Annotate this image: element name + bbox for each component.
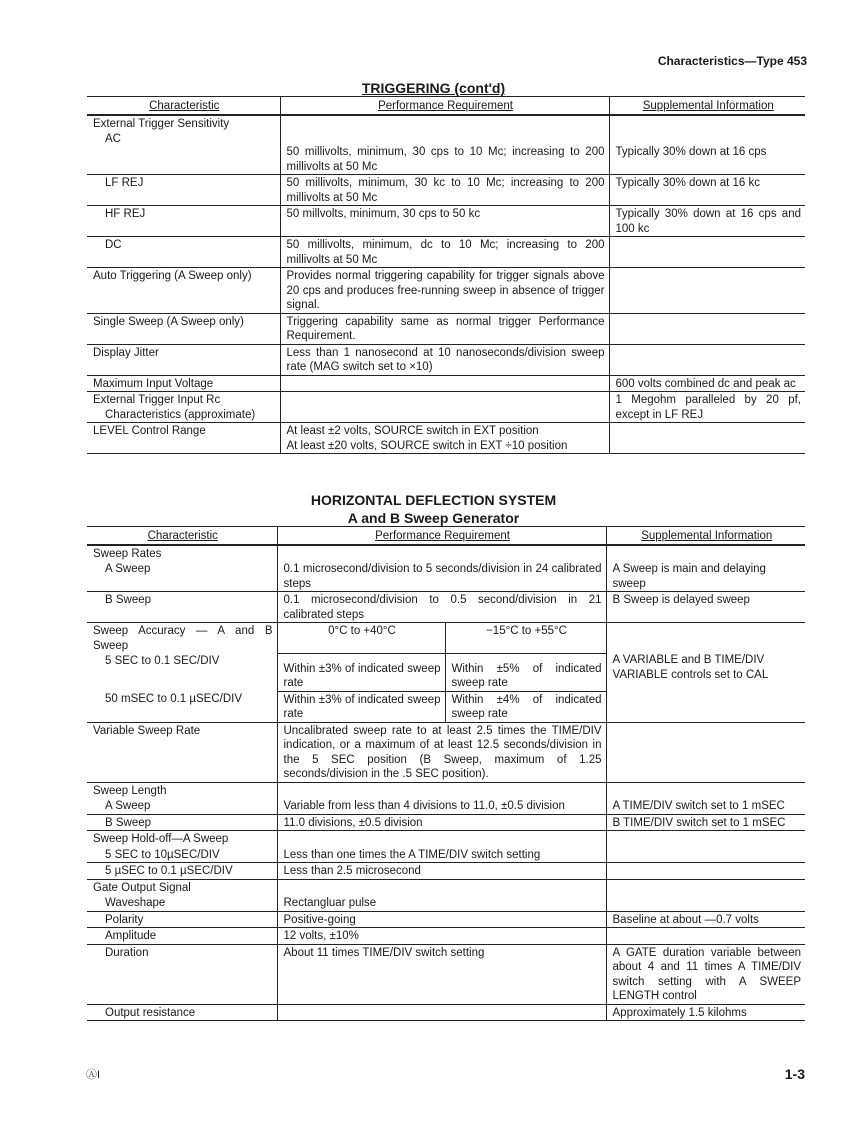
length-b-perf: 11.0 divisions, ±0.5 division: [277, 814, 606, 831]
trig-row: [87, 206, 805, 237]
holdoff-r2-label: 5 µSEC to 0.1 µSEC/DIV: [87, 863, 277, 880]
sweep-length-label: Sweep Length: [93, 784, 167, 797]
horizontal-title: HORIZONTAL DEFLECTION SYSTEM: [310, 492, 557, 508]
gate-dur-sup: A GATE duration variable between about 4 and 11 times A TIME/DIV switch setting with A SWEEP LENGTH control: [606, 944, 805, 1004]
trig-performance: Less than 1 nanosecond at 10 nanoseconds/division sweep rate (MAG switch set to ×10): [280, 344, 609, 375]
trig-characteristic: Display Jitter: [87, 344, 280, 375]
gate-pol-perf: Positive-going: [277, 911, 606, 928]
horizontal-table: [87, 526, 805, 1021]
trig-supplemental: [609, 344, 805, 375]
trig-characteristic: External Trigger Sensitivity: [93, 117, 230, 130]
variable-sweep-perf: Uncalibrated sweep rate to at least 2.5 times the TIME/DIV indication, or a maximum of at least 12.5 seconds/division in the 5 SEC position (B Sweep, maximum of 1.25 seconds/division in the .5 SEC position).: [277, 722, 606, 782]
trig-row: [87, 344, 805, 375]
gate-pol-sup: Baseline at about —0.7 volts: [606, 911, 805, 928]
col-characteristic: Characteristic: [87, 97, 280, 115]
a-sweep-label: A Sweep: [87, 561, 277, 592]
col-supplemental: Supplemental Information: [609, 97, 805, 115]
trig-supplemental: [609, 115, 805, 132]
trig-row: [87, 115, 805, 132]
accuracy-row2-a: Within ±3% of indicated sweep rate: [277, 691, 445, 722]
b-sweep-rate: 0.1 microsecond/division to 0.5 second/division in 21 calibrated steps: [277, 592, 606, 623]
trig-row: [87, 392, 805, 423]
trig-characteristic: HF REJ: [87, 206, 280, 237]
sweep-generator-title: A and B Sweep Generator: [347, 510, 520, 526]
length-b-label: B Sweep: [87, 814, 277, 831]
accuracy-row1-label: 5 SEC to 0.1 SEC/DIV: [105, 655, 220, 667]
accuracy-sup: A VARIABLE and B TIME/DIV VARIABLE controls set to CAL: [606, 623, 805, 723]
trig-row: [87, 423, 805, 454]
variable-sweep-label: Variable Sweep Rate: [87, 722, 277, 782]
trig-performance: 50 millivolts, minimum, 30 kc to 10 Mc; increasing to 200 millivolts at 50 Mc: [280, 175, 609, 206]
trig-performance: [280, 375, 609, 392]
gate-wave-perf: Rectangluar pulse: [277, 895, 606, 911]
trig-performance: At least ±2 volts, SOURCE switch in EXT position At least ±20 volts, SOURCE switch in EXT ÷10 position: [280, 423, 609, 454]
a-sweep-rate: 0.1 microsecond/division to 5 seconds/division in 24 calibrated steps: [277, 561, 606, 592]
gate-dur-label: Duration: [87, 944, 277, 1004]
trig-supplemental: [609, 268, 805, 314]
trig-performance: Provides normal triggering capability for trigger signals above 20 cps and produces free-running sweep in absence of trigger signal.: [280, 268, 609, 314]
temp-range-1: 0°C to +40°C: [277, 623, 445, 654]
trig-supplemental: Typically 30% down at 16 kc: [609, 175, 805, 206]
trig-performance: Triggering capability same as normal trigger Performance Requirement.: [280, 313, 609, 344]
gate-wave-label: Waveshape: [87, 895, 277, 911]
length-a-perf: Variable from less than 4 divisions to 11.0, ±0.5 division: [277, 798, 606, 814]
length-b-sup: B TIME/DIV switch set to 1 mSEC: [606, 814, 805, 831]
trig-performance: 50 millivolts, minimum, 30 cps to 10 Mc; increasing to 200 millivolts at 50 Mc: [280, 131, 609, 175]
sweep-accuracy-label: Sweep Accuracy — A and B Sweep: [93, 625, 273, 652]
sweep-rates-label: Sweep Rates: [93, 547, 162, 560]
trig-characteristic: Maximum Input Voltage: [87, 375, 280, 392]
trig-supplemental: 600 volts combined dc and peak ac: [609, 375, 805, 392]
col-characteristic: Characteristic: [87, 527, 277, 545]
trig-supplemental: 1 Megohm paralleled by 20 pf, except in LF REJ: [609, 392, 805, 423]
gate-amp-perf: 12 volts, ±10%: [277, 928, 606, 945]
holdoff-r1-perf: Less than one times the A TIME/DIV switch setting: [277, 847, 606, 863]
trig-characteristic: DC: [87, 237, 280, 268]
length-a-sup: A TIME/DIV switch set to 1 mSEC: [606, 798, 805, 814]
trig-row: [87, 268, 805, 314]
b-sweep-label: B Sweep: [87, 592, 277, 623]
trig-characteristic: AC: [87, 131, 280, 175]
accuracy-row1-a: Within ±3% of indicated sweep rate: [277, 653, 445, 691]
page-number: 1-3: [784, 1066, 805, 1082]
accuracy-row1-b: Within ±5% of indicated sweep rate: [445, 653, 606, 691]
col-performance: Performance Requirement: [277, 527, 606, 545]
gate-pol-label: Polarity: [87, 911, 277, 928]
holdoff-r2-perf: Less than 2.5 microsecond: [277, 863, 606, 880]
gate-amp-label: Amplitude: [87, 928, 277, 945]
triggering-title: TRIGGERING (cont'd): [361, 80, 506, 96]
holdoff-r1-label: 5 SEC to 10µSEC/DIV: [87, 847, 277, 863]
trig-row: [87, 131, 805, 175]
triggering-table: [87, 96, 805, 454]
holdoff-label: Sweep Hold-off—A Sweep: [93, 833, 229, 845]
trig-performance: 50 millivolts, minimum, dc to 10 Mc; increasing to 200 millivolts at 50 Mc: [280, 237, 609, 268]
trig-supplemental: [609, 423, 805, 454]
trig-characteristic: Single Sweep (A Sweep only): [87, 313, 280, 344]
footer-logo: ⒶI: [86, 1069, 101, 1081]
trig-supplemental: Typically 30% down at 16 cps: [609, 131, 805, 175]
trig-performance: [280, 392, 609, 423]
trig-characteristic: LF REJ: [87, 175, 280, 206]
gate-out-label: Output resistance: [87, 1004, 277, 1021]
accuracy-row2-b: Within ±4% of indicated sweep rate: [445, 691, 606, 722]
trig-performance: 50 millvolts, minimum, 30 cps to 50 kc: [280, 206, 609, 237]
trig-row: [87, 313, 805, 344]
length-a-label: A Sweep: [87, 798, 277, 814]
col-supplemental: Supplemental Information: [606, 527, 805, 545]
b-sweep-sup: B Sweep is delayed sweep: [606, 592, 805, 623]
temp-range-2: −15°C to +55°C: [445, 623, 606, 654]
gate-out-sup: Approximately 1.5 kilohms: [606, 1004, 805, 1021]
trig-characteristic: Auto Triggering (A Sweep only): [87, 268, 280, 314]
accuracy-row2-label: 50 mSEC to 0.1 µSEC/DIV: [87, 691, 277, 722]
trig-row: [87, 237, 805, 268]
trig-characteristic: LEVEL Control Range: [87, 423, 280, 454]
gate-label: Gate Output Signal: [93, 881, 191, 894]
page-header: Characteristics—Type 453: [657, 54, 807, 68]
gate-dur-perf: About 11 times TIME/DIV switch setting: [277, 944, 606, 1004]
trig-supplemental: [609, 237, 805, 268]
trig-row: [87, 175, 805, 206]
trig-supplemental: Typically 30% down at 16 cps and 100 kc: [609, 206, 805, 237]
trig-characteristic: External Trigger Input Rc Characteristics (approximate): [87, 392, 280, 423]
a-sweep-sup: A Sweep is main and delaying sweep: [606, 561, 805, 592]
trig-row: [87, 375, 805, 392]
col-performance: Performance Requirement: [280, 97, 609, 115]
trig-supplemental: [609, 313, 805, 344]
trig-performance: [280, 115, 609, 132]
